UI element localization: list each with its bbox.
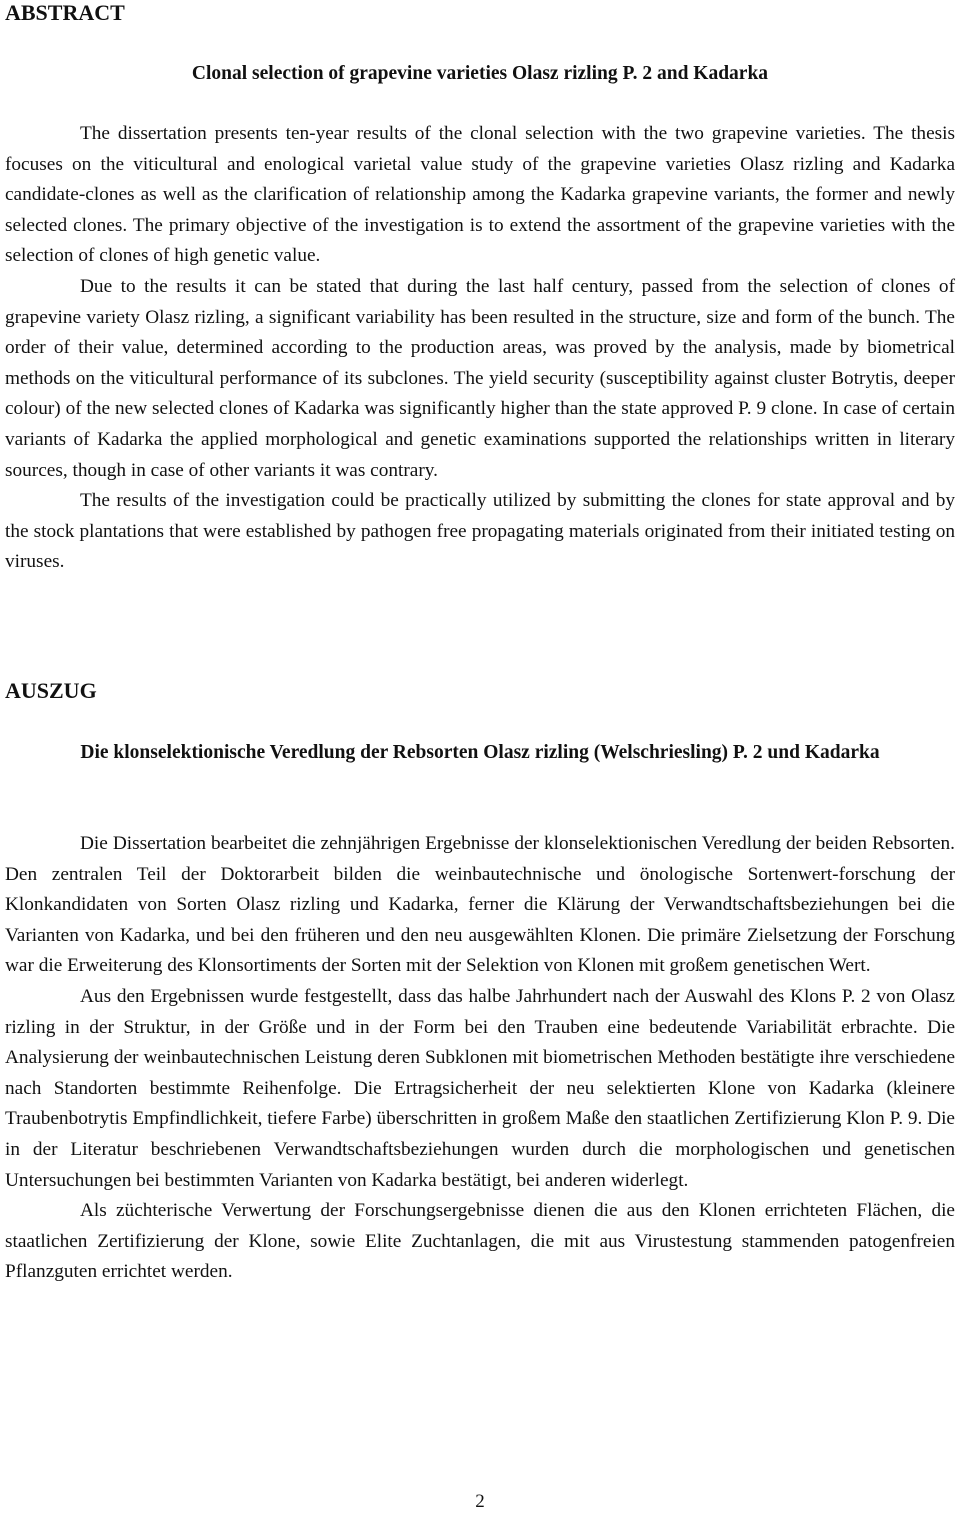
auszug-heading: AUSZUG (5, 678, 97, 703)
abstract-heading: ABSTRACT (5, 0, 125, 25)
abstract-body (5, 119, 955, 578)
abstract-paragraph: The results of the investigation could be practically utilized by submitting the clones for state approval and by the stock plantations that were established by pathogen free propagating materials originated from their initiated testing on viruses. (5, 490, 955, 573)
page-number: 2 (475, 1491, 485, 1512)
abstract-paragraph: The dissertation presents ten-year results of the clonal selection with the two grapevine varieties. The thesis focuses on the viticultural and enological varietal value study of the grapevine varieties Olasz rizling and Kadarka candidate-clones as well as the clarification of relationship among the Kadarka grapevine variants, the former and newly selected clones. The primary objective of the investigation is to extend the assortment of the grapevine varieties with the selection of clones of high genetic value. (5, 123, 955, 267)
abstract-paragraph: Due to the results it can be stated that during the last half century, passed from the selection of clones of grapevine variety Olasz rizling, a significant variability has been resulted in the structure, size and form of the bunch. The order of their value, determined according to the production areas, was proved by the analysis, made by biometrical methods on the viticultural performance of its subclones. The yield security (susceptibility against cluster Botrytis, deeper colour) of the new selected clones of Kadarka was significantly higher than the state approved P. 9 clone. In case of certain variants of Kadarka the applied morphological and genetic examinations supported the relationships written in literary sources, though in case of other variants it was contrary. (5, 275, 955, 481)
auszug-body (5, 829, 955, 1288)
auszug-title: Die klonselektionische Veredlung der Rebsorten Olasz rizling (Welschriesling) P. 2 und Kadarka (80, 742, 880, 763)
abstract-title: Clonal selection of grapevine varieties Olasz rizling P. 2 and Kadarka (191, 63, 769, 84)
auszug-paragraph: Die Dissertation bearbeitet die zehnjährigen Ergebnisse der klonselektionischen Veredlung der beiden Rebsorten. Den zentralen Teil der Doktorarbeit bilden die weinbautechnische und önologische Sortenwert-forschung der Klonkandidaten von Sorten Olasz rizling und Kadarka, ferner die Klärung der Verwandtschaftsbeziehungen bei die Varianten von Kadarka, und bei den früheren und den neu ausgewählten Klonen. Die primäre Zielsetzung der Forschung war die Erweiterung des Klonsortiments der Sorten mit der Selektion von Klonen mit großem genetischen Wert. (5, 833, 955, 977)
auszug-paragraph: Als züchterische Verwertung der Forschungsergebnisse dienen die aus den Klonen errichteten Flächen, die staatlichen Zertifizierung der Klone, sowie Elite Zuchtanlagen, die mit aus Virustestung stammenden patogenfreien Pflanzguten errichtet werden. (5, 1200, 955, 1283)
auszug-paragraph: Aus den Ergebnissen wurde festgestellt, dass das halbe Jahrhundert nach der Auswahl des Klons P. 2 von Olasz rizling in der Struktur, in der Größe und in der Form bei den Trauben eine bedeutende Variabilität erbrachte. Die Analysierung der weinbautechnischen Leistung deren Subklonen mit biometrischen Methoden bestätigte ihre verschiedene nach Standorten bestimmte Reihenfolge. Die Ertragsicherheit der neu selektierten Klone von Kadarka (kleinere Traubenbotrytis Empfindlichkeit, tiefere Farbe) überschritten in großem Maße den staatlichen Zertifizierung Klon P. 9. Die in der Literatur beschriebenen Verwandtschaftsbeziehungen wurden durch die morphologischen und genetischen Untersuchungen bei bestimmten Varianten von Kadarka bestätigt, bei anderen widerlegt. (5, 985, 955, 1191)
